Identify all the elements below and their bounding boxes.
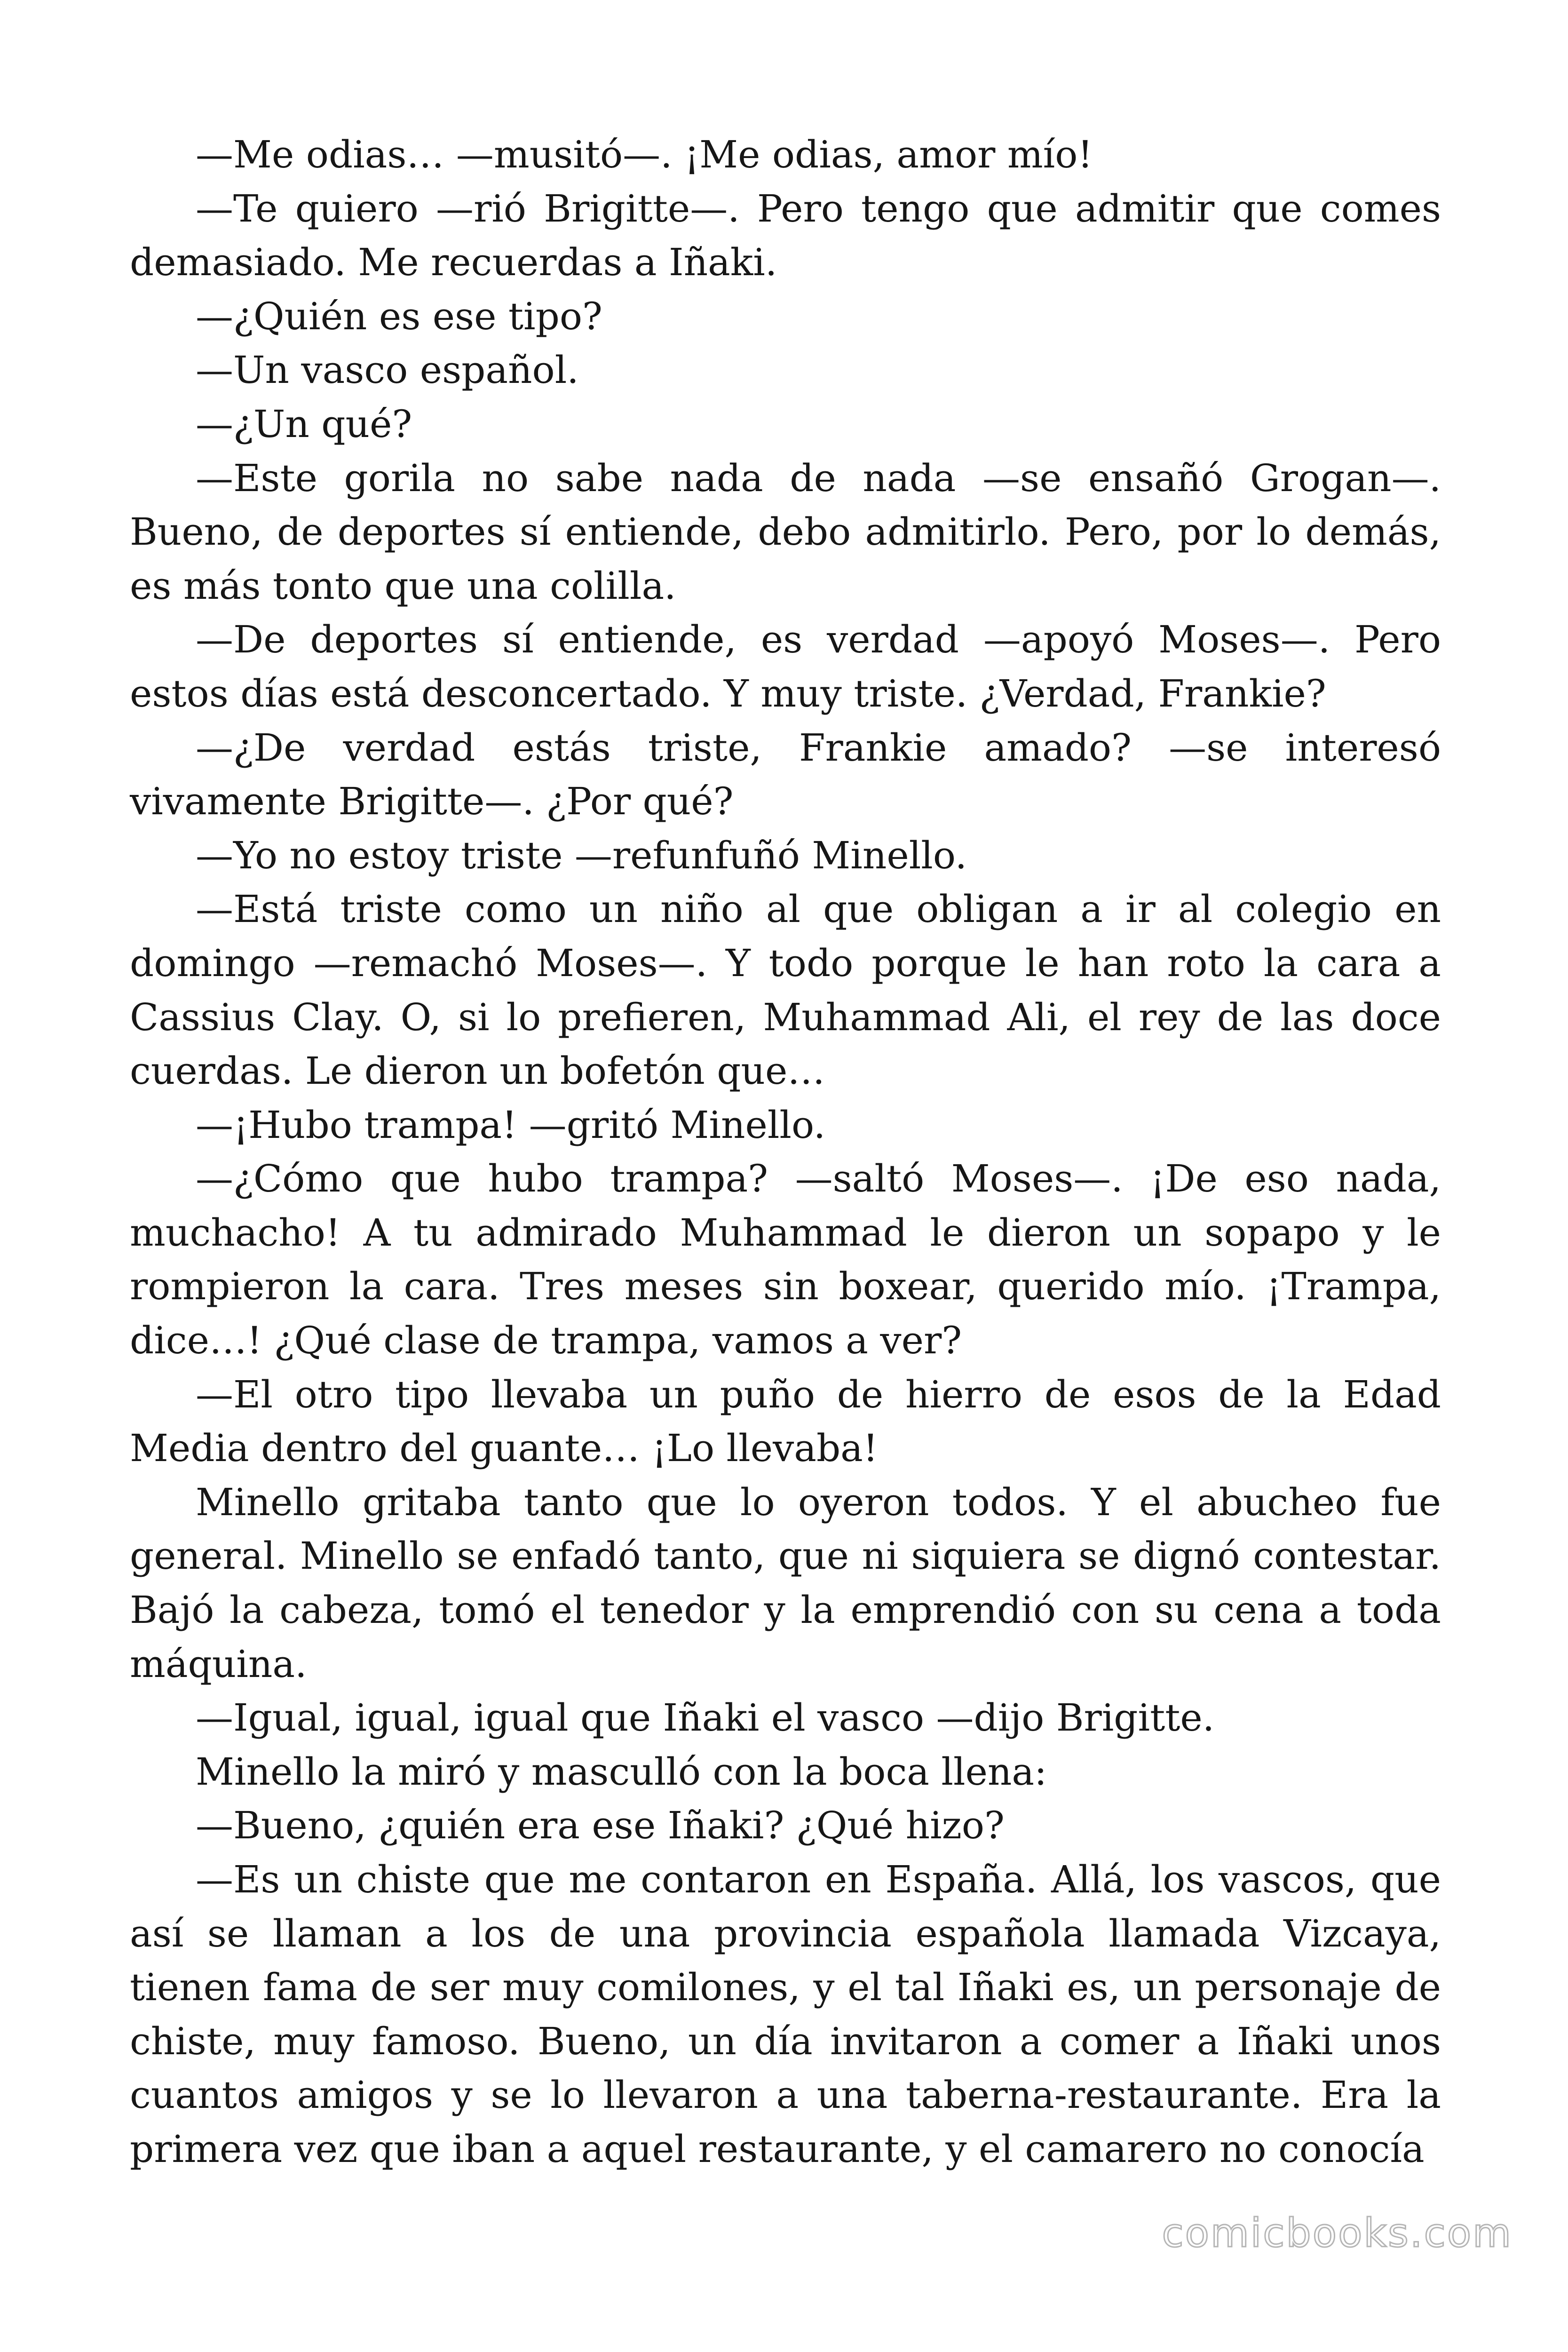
paragraph: —Bueno, ¿quién era ese Iñaki? ¿Qué hizo? [196,1804,1005,1848]
paragraph: —¿De verdad estás triste, Frankie amado? —se interesó vivamente Brigitte—. ¿Por qué? [130,725,1441,824]
paragraph: Minello la miró y masculló con la boca llena: [196,1749,1047,1794]
paragraph: —Me odias… —musitó—. ¡Me odias, amor mío! [196,133,1093,176]
paragraph: —Te quiero —rió Brigitte—. Pero tengo que admitir que comes demasiado. Me recuerdas a Iñaki. [130,186,1441,285]
paragraph: —Igual, igual, igual que Iñaki el vasco —dijo Brigitte. [196,1696,1215,1740]
watermark: comicbooks.com [1162,2210,1513,2256]
paragraph: —¿Quién es ese tipo? [196,294,602,338]
paragraph: —De deportes sí entiende, es verdad —apoyó Moses—. Pero estos días está desconcertado. Y muy triste. ¿Verdad, Frankie? [130,618,1441,715]
paragraph: —¡Hubo trampa! —gritó Minello. [196,1103,826,1147]
paragraph: —Es un chiste que me contaron en España. Allá, los vascos, que así se llaman a los de una provincia española llamada Vizcaya, tienen fama de ser muy comilones, y el tal Iñaki es, un personaje de chiste, muy famoso. Bueno, un día invitaron a comer a Iñaki unos cuantos amigos y se lo llevaron a una taberna-restaurante. Era la primera vez que iban a aquel restaurante, y el camarero no conocía [130,1858,1441,2171]
paragraph: —Yo no estoy triste —refunfuñó Minello. [196,833,967,877]
paragraph: —Un vasco español. [196,348,579,392]
paragraph: Minello gritaba tanto que lo oyeron todos. Y el abucheo fue general. Minello se enfadó tanto, que ni siquiera se dignó contestar. Bajó la cabeza, tomó el tenedor y la emprendió con su cena a toda máquina. [130,1480,1441,1686]
paragraph: —Está triste como un niño al que obligan a ir al colegio en domingo —remachó Moses—. Y todo porque le han roto la cara a Cassius Clay. O, si lo prefieren, Muhammad Ali, el rey de las doce cuerdas. Le dieron un bofetón que… [130,887,1441,1093]
body-text [130,128,1441,2177]
paragraph: —¿Un qué? [196,402,412,446]
paragraph: —El otro tipo llevaba un puño de hierro de esos de la Edad Media dentro del guante… ¡Lo llevaba! [130,1372,1441,1470]
paragraph: —Este gorila no sabe nada de nada —se ensañó Grogan—. Bueno, de deportes sí entiende, debo admitirlo. Pero, por lo demás, es más tonto que una colilla. [130,456,1441,608]
paragraph: —¿Cómo que hubo trampa? —saltó Moses—. ¡De eso nada, muchacho! A tu admirado Muhammad le dieron un sopapo y le rompieron la cara. Tres meses sin boxear, querido mío. ¡Trampa, dice…! ¿Qué clase de trampa, vamos a ver? [130,1157,1441,1363]
